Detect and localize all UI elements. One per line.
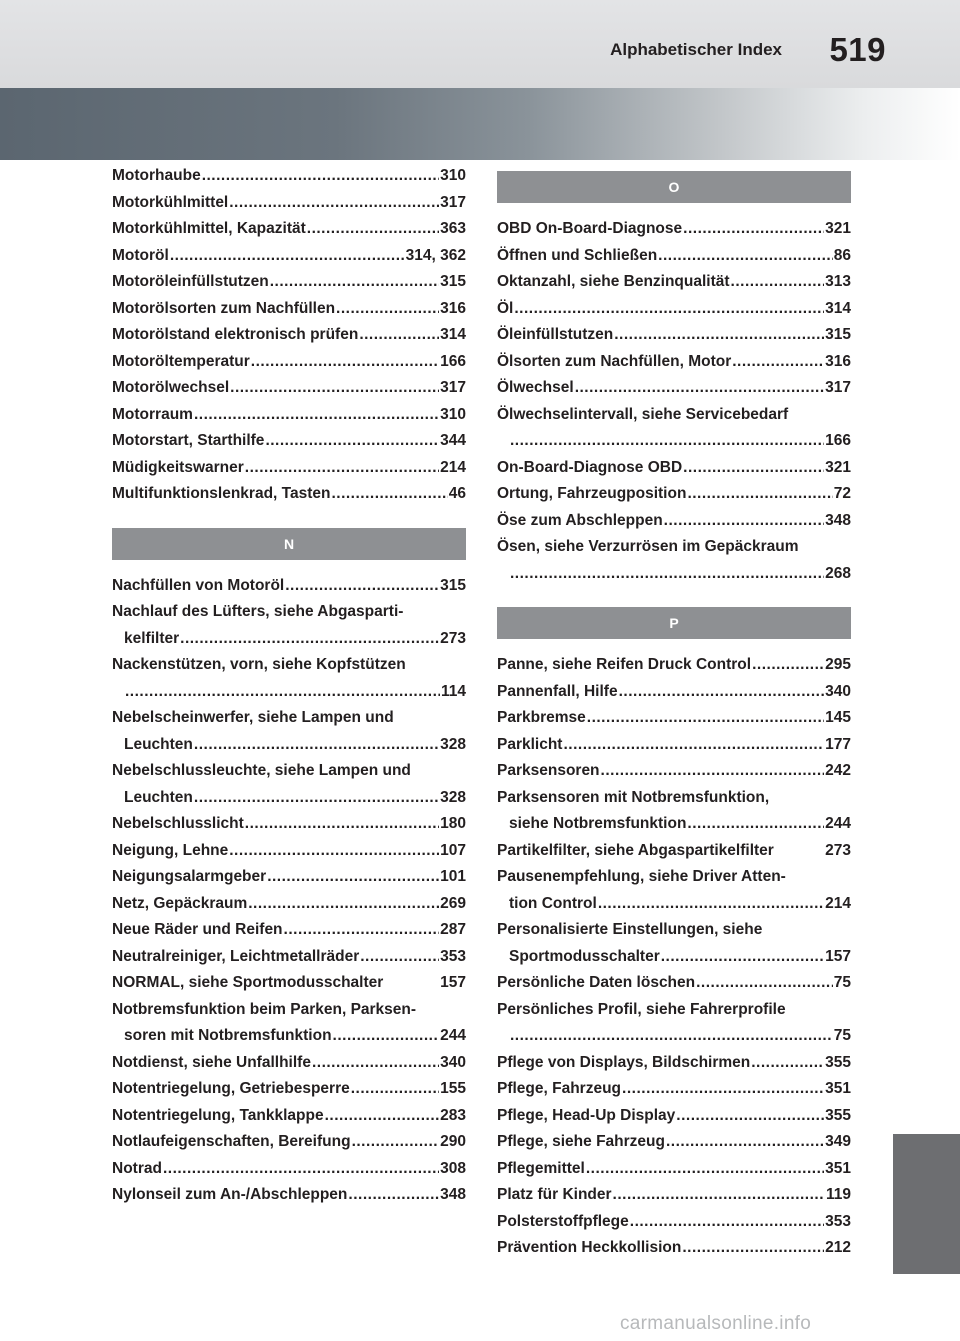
index-entry-term: Notbremsfunktion beim Parken, Parksen-: [112, 1000, 417, 1018]
index-entry-term: Notentriegelung, Tankklappe: [112, 1106, 324, 1124]
index-entry: [112, 349, 466, 376]
index-entry-page: 214: [825, 894, 851, 912]
index-entry: [112, 838, 466, 865]
index-entry-term: Nebelschlussleuchte, siehe Lampen und: [112, 762, 411, 779]
index-entry-term: Motorraum: [112, 405, 193, 423]
index-entry-page: 340: [440, 1053, 466, 1071]
index-entry: [497, 1076, 851, 1103]
index-entry: [497, 864, 851, 917]
dot-leader: [510, 1023, 833, 1050]
index-entry-page: 317: [440, 379, 466, 396]
index-entry-page: 295: [825, 656, 851, 673]
index-entry-term: Notlaufeigenschaften, Bereifung: [112, 1133, 351, 1150]
index-entry-page: 155: [440, 1080, 466, 1097]
dot-leader: [683, 455, 824, 482]
index-entry-term: Nylonseil zum An-/Abschleppen: [112, 1186, 348, 1203]
index-entry: [112, 216, 466, 243]
index-entry-term: siehe Notbremsfunktion: [509, 815, 687, 832]
index-entry: [112, 705, 466, 758]
index-entry-page: 314: [825, 299, 851, 317]
dot-leader: [732, 349, 824, 376]
dot-leader: [333, 1023, 440, 1050]
index-entry: [497, 349, 851, 376]
index-entry-term: Motorstart, Starthilfe: [112, 432, 265, 449]
index-entry-term: Netz, Gepäckraum: [112, 894, 248, 912]
index-entry-page: 101: [440, 868, 466, 885]
index-entry-page: 273: [440, 629, 466, 647]
index-entry-term: Pausenempfehlung, siehe Driver Atten-: [497, 868, 786, 885]
index-entry-term: Parksensoren mit Notbremsfunktion,: [497, 788, 770, 806]
index-entry-term: Motorölsorten zum Nachfüllen: [112, 299, 336, 317]
index-entry: [497, 917, 851, 970]
index-entry: [112, 1050, 466, 1077]
index-entry: [497, 1182, 851, 1209]
index-entry-page: 244: [825, 815, 851, 832]
dot-leader: [245, 811, 439, 838]
index-entry-page: 166: [440, 352, 466, 370]
index-entry-term: Neigungsalarmgeber: [112, 868, 267, 885]
index-entry: [497, 455, 851, 482]
index-entry-page: 308: [440, 1159, 466, 1177]
index-entry-term: Nebelschlusslicht: [112, 815, 244, 832]
index-entry: [497, 652, 851, 679]
index-entry-page: 145: [825, 709, 851, 726]
index-entry: [497, 243, 851, 270]
index-column-left: [112, 163, 466, 1209]
dot-leader: [125, 679, 440, 706]
index-entry: [112, 428, 466, 455]
index-entry: [112, 322, 466, 349]
index-entry: [497, 705, 851, 732]
index-entry-term: Oktanzahl, siehe Benzinqualität: [497, 273, 730, 290]
index-entry-term: Leuchten: [124, 735, 193, 753]
index-entry: [112, 190, 466, 217]
index-entry-page: 317: [825, 379, 851, 396]
dot-leader: [352, 1129, 440, 1156]
index-entry-page: 349: [825, 1133, 851, 1150]
index-entry-term: Panne, siehe Reifen Druck Control: [497, 656, 752, 673]
dot-leader: [661, 944, 824, 971]
index-entry: [112, 163, 466, 190]
index-entry-term: Pflege von Displays, Bildschirmen: [497, 1053, 751, 1071]
dot-leader: [245, 455, 439, 482]
index-entry: [497, 1103, 851, 1130]
index-entry-term: Motorkühlmittel, Kapazität: [112, 220, 306, 237]
footer-watermark: carmanualsonline.info: [620, 1313, 812, 1334]
dot-leader: [251, 349, 439, 376]
index-entry-page: 328: [440, 788, 466, 806]
index-entry: [112, 864, 466, 891]
index-entry-term: Motorhaube: [112, 167, 201, 184]
index-entry: [112, 573, 466, 600]
index-entry: [497, 1209, 851, 1236]
dot-leader: [601, 758, 825, 785]
index-entry: [497, 1156, 851, 1183]
index-entry-term: Partikelfilter, siehe Abgaspartikelfilter: [497, 841, 774, 859]
index-entry-page: 180: [440, 815, 466, 832]
index-entry-page: 314: [440, 326, 466, 343]
index-entry-page: 107: [440, 841, 466, 859]
dot-leader: [229, 190, 439, 217]
dot-leader: [514, 296, 824, 323]
index-entry-term: Ölwechselintervall, siehe Servicebedarf: [497, 405, 789, 423]
index-entry-term: Nackenstützen, vorn, siehe Kopfstützen: [112, 656, 406, 673]
running-header-title: Alphabetischer Index: [610, 40, 782, 59]
dot-leader: [336, 296, 439, 323]
dot-leader: [614, 322, 824, 349]
index-entry-term: Parklicht: [497, 735, 563, 753]
dot-leader: [194, 732, 439, 759]
index-entry-page: 355: [825, 1106, 851, 1124]
index-entry-page: 177: [825, 735, 851, 753]
dot-leader: [270, 269, 439, 296]
index-entry: [497, 1235, 851, 1262]
dot-leader: [683, 216, 824, 243]
dot-leader: [619, 679, 825, 706]
index-entry: [497, 216, 851, 243]
index-entry: [497, 375, 851, 402]
index-entry: [112, 599, 466, 652]
dot-leader: [285, 573, 439, 600]
index-entry-page: 315: [440, 576, 466, 594]
dot-leader: [170, 243, 405, 270]
section-header-n: N: [112, 528, 466, 560]
index-entry: [497, 732, 851, 759]
index-entry-term: Motorölwechsel: [112, 379, 230, 396]
dot-leader: [586, 1156, 824, 1183]
index-entry: [497, 1129, 851, 1156]
dot-leader: [325, 1103, 440, 1130]
index-entry: [497, 402, 851, 455]
dot-leader: [229, 838, 439, 865]
index-entry: [497, 269, 851, 296]
index-entry-term: Personalisierte Einstellungen, siehe: [497, 921, 763, 938]
index-entry-page: 363: [440, 220, 466, 237]
dot-leader: [676, 1103, 824, 1130]
dot-leader: [510, 561, 824, 588]
index-entry: [497, 785, 851, 838]
index-entry: [497, 838, 851, 865]
index-entry-page: 273: [825, 841, 851, 859]
index-entry-page: 269: [440, 894, 466, 912]
index-entry-page: 214: [440, 458, 466, 476]
index-entry: [497, 758, 851, 785]
index-entry-page: 353: [825, 1212, 851, 1230]
index-entry-page: 244: [440, 1027, 466, 1044]
index-entry: [112, 481, 466, 508]
index-entry-term: On-Board-Diagnose OBD: [497, 458, 683, 476]
index-entry: [497, 508, 851, 535]
index-entry-term: Leuchten: [124, 788, 193, 806]
index-entry: [112, 296, 466, 323]
index-entry-term: NORMAL, siehe Sportmodusschalter: [112, 974, 384, 991]
index-entry-term: soren mit Notbremsfunktion: [124, 1027, 332, 1044]
index-entry: [112, 1182, 466, 1209]
dot-leader: [613, 1182, 825, 1209]
dot-leader: [267, 864, 439, 891]
index-entry: [112, 269, 466, 296]
index-entry-page: 72: [833, 485, 851, 502]
index-entry-term: Pannenfall, Hilfe: [497, 682, 618, 700]
index-entry: [112, 1156, 466, 1183]
dot-leader: [622, 1076, 824, 1103]
index-entry-page: 316: [440, 299, 466, 317]
dot-leader: [510, 428, 824, 455]
dot-leader: [751, 1050, 824, 1077]
index-entry-term: Öl: [497, 299, 514, 317]
dot-leader: [360, 944, 439, 971]
index-entry-term: kelfilter: [124, 629, 180, 647]
section-header-p: P: [497, 607, 851, 639]
index-entry-term: Polsterstoffpflege: [497, 1212, 629, 1230]
index-entry-term: Nebelscheinwerfer, siehe Lampen und: [112, 709, 394, 726]
index-entry-page: 315: [825, 326, 851, 343]
dot-leader: [563, 732, 824, 759]
index-entry-page: 242: [825, 762, 851, 779]
index-entry-page: 268: [825, 564, 851, 582]
index-entry-page: 344: [440, 432, 466, 449]
index-entry-page: 351: [825, 1159, 851, 1177]
index-entry-page: 166: [825, 432, 851, 449]
dot-leader: [265, 428, 439, 455]
index-entry: [497, 296, 851, 323]
index-entry-page: 119: [825, 1186, 851, 1203]
index-entry-page: 321: [825, 220, 851, 237]
index-entry: [497, 481, 851, 508]
index-entry-term: Persönliches Profil, siehe Fahrerprofile: [497, 1000, 786, 1018]
index-entry-term: Motorölstand elektronisch prüfen: [112, 326, 359, 343]
index-entry-term: Neutralreiniger, Leichtmetallräder: [112, 947, 360, 965]
index-entry: [112, 1129, 466, 1156]
index-entry-term: Pflege, Fahrzeug: [497, 1080, 622, 1097]
dot-leader: [351, 1076, 439, 1103]
index-entry: [112, 402, 466, 429]
index-entry-term: tion Control: [509, 894, 597, 912]
index-entry-term: Multifunktionslenkrad, Tasten: [112, 485, 331, 502]
index-entry: [497, 1050, 851, 1077]
index-entry-page: 328: [440, 735, 466, 753]
index-entry-term: Nachlauf des Lüfters, siehe Abgasparti-: [112, 603, 404, 620]
dot-leader: [598, 891, 824, 918]
dot-leader: [331, 481, 447, 508]
index-entry: [112, 1076, 466, 1103]
dot-leader: [731, 269, 825, 296]
index-entry: [112, 375, 466, 402]
index-entry-page: 317: [440, 193, 466, 211]
index-entry-term: Motoröleinfüllstutzen: [112, 273, 269, 290]
index-entry-term: Öffnen und Schließen: [497, 246, 658, 264]
index-entry-term: Sportmodusschalter: [509, 947, 660, 965]
dot-leader: [180, 626, 439, 653]
index-entry-page: 321: [825, 458, 851, 476]
index-entry-page: 212: [825, 1239, 851, 1256]
index-entry-term: Notentriegelung, Getriebesperre: [112, 1080, 350, 1097]
decorative-banner: [0, 88, 960, 160]
index-entry: [112, 455, 466, 482]
index-entry-term: Notdienst, siehe Unfallhilfe: [112, 1053, 311, 1071]
dot-leader: [752, 652, 824, 679]
index-entry-page: 157: [825, 947, 851, 965]
dot-leader: [664, 508, 824, 535]
index-entry: [112, 758, 466, 811]
page-number: 519: [829, 31, 886, 68]
page-header-band: [0, 0, 960, 88]
index-entry-term: Pflegemittel: [497, 1159, 585, 1177]
index-entry-page: 46: [448, 485, 466, 502]
index-entry-term: Motorkühlmittel: [112, 193, 229, 211]
index-entry-term: Prävention Heckkollision: [497, 1239, 682, 1256]
dot-leader: [307, 216, 439, 243]
index-entry-term: Parksensoren: [497, 762, 600, 779]
index-entry-page: 353: [440, 947, 466, 965]
dot-leader: [312, 1050, 439, 1077]
index-entry-page: 351: [825, 1080, 851, 1097]
index-entry-term: Neigung, Lehne: [112, 841, 229, 859]
index-entry-term: Öleinfüllstutzen: [497, 326, 614, 343]
index-entry: [112, 243, 466, 270]
index-entry-term: Motoröltemperatur: [112, 352, 250, 370]
index-entry-term: Parkbremse: [497, 709, 586, 726]
dot-leader: [202, 163, 439, 190]
index-column-right: [497, 163, 851, 1262]
index-entry-term: Persönliche Daten löschen: [497, 974, 696, 991]
index-entry: [112, 652, 466, 705]
index-entry-page: 316: [825, 352, 851, 370]
dot-leader: [359, 322, 439, 349]
dot-leader: [630, 1209, 824, 1236]
index-entry-page: 313: [825, 273, 851, 290]
index-entry: [497, 679, 851, 706]
dot-leader: [687, 481, 832, 508]
index-entry: [497, 322, 851, 349]
index-entry-term: Notrad: [112, 1159, 162, 1177]
index-entry-term: Ölsorten zum Nachfüllen, Motor: [497, 352, 732, 370]
index-entry: [497, 997, 851, 1050]
index-entry-page: 348: [825, 511, 851, 529]
index-entry-page: 157: [440, 974, 466, 991]
dot-leader: [194, 402, 439, 429]
chapter-thumb-tab: [893, 1134, 960, 1274]
index-entry: [497, 970, 851, 997]
index-entry-term: Ösen, siehe Verzurrösen im Gepäckraum: [497, 538, 799, 555]
index-entry-page: 340: [825, 682, 851, 700]
index-entry-term: Neue Räder und Reifen: [112, 921, 283, 938]
index-entry-page: 287: [440, 921, 466, 938]
index-entry-term: Ölwechsel: [497, 379, 574, 396]
dot-leader: [696, 970, 833, 997]
section-header-o: O: [497, 171, 851, 203]
index-entry-term: Motoröl: [112, 246, 169, 264]
dot-leader: [348, 1182, 439, 1209]
index-entry-page: 75: [833, 1027, 851, 1044]
index-entry-page: 348: [440, 1186, 466, 1203]
dot-leader: [658, 243, 833, 270]
index-entry-page: 355: [825, 1053, 851, 1071]
dot-leader: [666, 1129, 824, 1156]
index-entry-page: 310: [440, 405, 466, 423]
index-entry-page: 310: [440, 167, 466, 184]
index-entry-page: 75: [833, 974, 851, 991]
dot-leader: [575, 375, 824, 402]
index-entry: [112, 917, 466, 944]
index-entry-page: 283: [440, 1106, 466, 1124]
index-entry: [112, 944, 466, 971]
index-entry-term: Nachfüllen von Motoröl: [112, 576, 285, 594]
dot-leader: [687, 811, 824, 838]
index-entry-term: Ortung, Fahrzeugposition: [497, 485, 687, 502]
index-entry: [497, 534, 851, 587]
index-entry-page: 86: [833, 246, 851, 264]
dot-leader: [163, 1156, 439, 1183]
index-entry-term: Pflege, siehe Fahrzeug: [497, 1133, 665, 1150]
index-entry: [112, 997, 466, 1050]
index-entry: [112, 1103, 466, 1130]
index-entry-page: 315: [440, 273, 466, 290]
index-entry: [112, 891, 466, 918]
index-entry-term: Pflege, Head-Up Display: [497, 1106, 676, 1124]
dot-leader: [284, 917, 440, 944]
dot-leader: [194, 785, 439, 812]
dot-leader: [248, 891, 439, 918]
index-entry-page: 314, 362: [405, 246, 466, 264]
index-entry-term: Platz für Kinder: [497, 1186, 612, 1203]
index-entry-term: OBD On-Board-Diagnose: [497, 220, 683, 237]
index-entry: [112, 811, 466, 838]
dot-leader: [230, 375, 439, 402]
index-entry: [112, 970, 466, 997]
index-entry-page: 290: [440, 1133, 466, 1150]
index-entry-term: Öse zum Abschleppen: [497, 511, 663, 529]
dot-leader: [587, 705, 824, 732]
dot-leader: [682, 1235, 824, 1262]
index-entry-term: Müdigkeitswarner: [112, 458, 244, 476]
index-entry-page: 114: [440, 682, 466, 700]
